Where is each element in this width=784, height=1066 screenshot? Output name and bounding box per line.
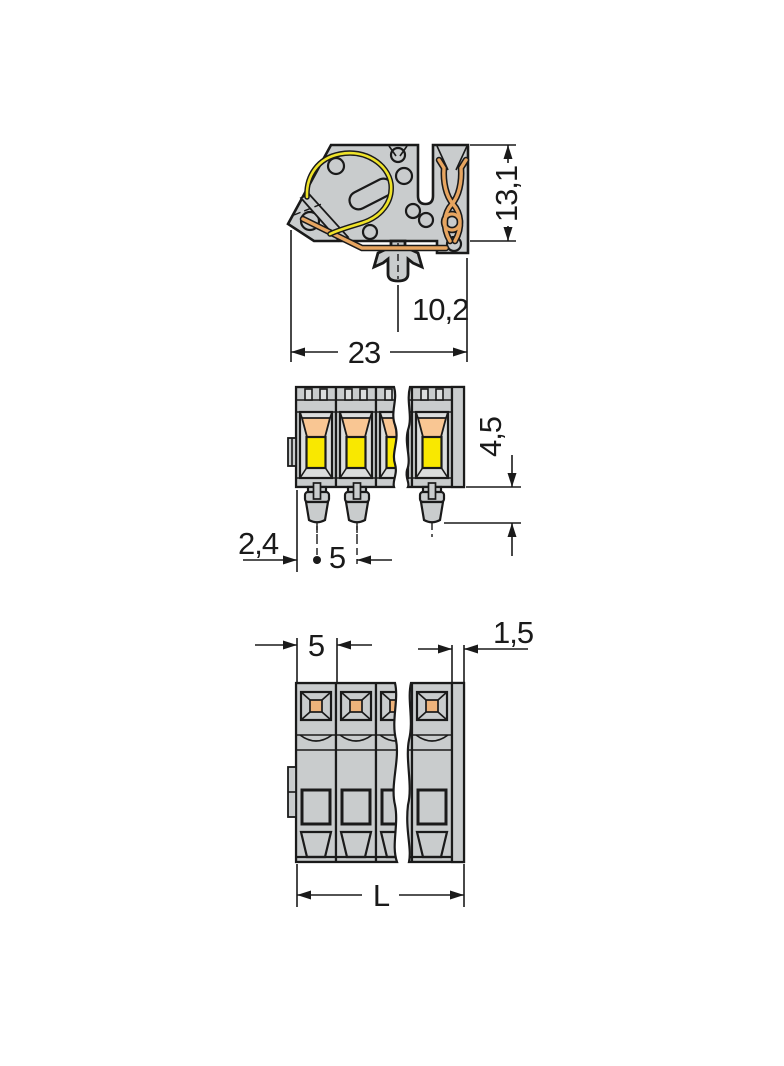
- housing-hole: [406, 204, 420, 218]
- dim-total-length-label: L: [372, 878, 390, 913]
- dim-arrow-right: [283, 641, 297, 650]
- dim-pitch-label: 5: [328, 540, 346, 575]
- dim-arrow-right: [283, 556, 297, 565]
- dim-foot-offset-label: 10,2: [412, 292, 469, 327]
- housing-hole: [396, 168, 412, 184]
- housing-hole: [328, 158, 344, 174]
- dim-arrow-right: [453, 348, 467, 357]
- connector-pole: [296, 387, 336, 487]
- bottom-left-section: [296, 683, 416, 862]
- dim-pin-length-label: 4,5: [473, 416, 508, 458]
- end-plate: [452, 683, 464, 862]
- dim-pole-pitch-label: 5: [307, 628, 325, 663]
- connector-pole: [412, 683, 452, 862]
- dim-arrow-right: [450, 891, 464, 900]
- dim-center-dot: [313, 556, 321, 564]
- dim-arrow-up: [508, 523, 517, 537]
- housing-hole: [419, 213, 433, 227]
- connector-pole: [296, 683, 336, 862]
- end-plate: [452, 387, 464, 487]
- side-profile-view: [288, 145, 524, 370]
- connector-pole: [336, 683, 376, 862]
- dim-arrow-left: [297, 891, 311, 900]
- solder-pin: [420, 483, 444, 537]
- dim-arrow-up: [504, 145, 513, 159]
- bottom-view: [255, 615, 533, 913]
- dim-arrow-left: [464, 645, 478, 654]
- dim-arrow-down: [508, 473, 517, 487]
- housing-hole: [363, 225, 377, 239]
- dim-depth-label: 23: [347, 335, 381, 370]
- dim-arrow-right: [438, 645, 452, 654]
- connector-pole: [412, 387, 452, 487]
- dim-arrow-left: [291, 348, 305, 357]
- dim-edge-offset-label: 2,4: [238, 526, 279, 561]
- dim-arrow-left: [357, 556, 371, 565]
- housing-hole: [391, 148, 405, 162]
- dim-arrow-left: [337, 641, 351, 650]
- front-left-section: [296, 387, 416, 487]
- connector-pole: [336, 387, 376, 487]
- dim-arrow-down: [504, 227, 513, 241]
- dim-height-label: 13,1: [489, 165, 524, 223]
- front-view: [238, 387, 521, 575]
- dim-end-plate-label: 1,5: [493, 615, 534, 650]
